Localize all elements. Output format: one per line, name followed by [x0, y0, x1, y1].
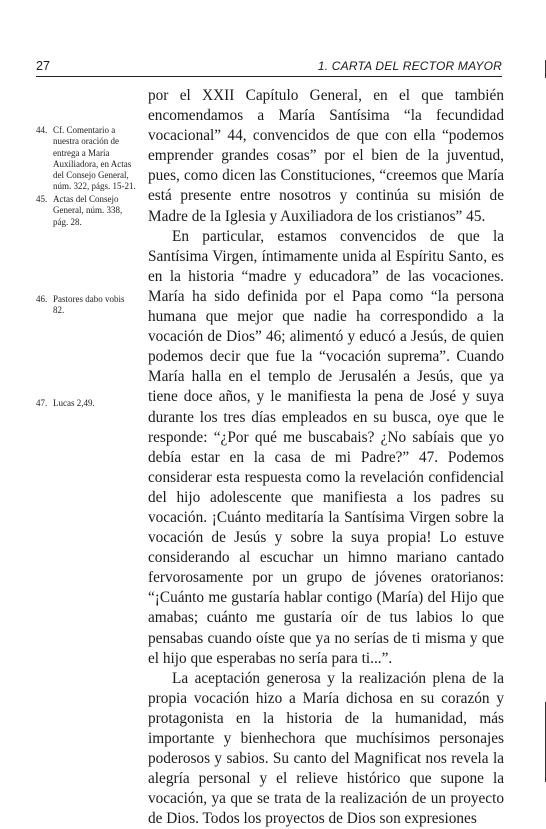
footnote-number: 46. [36, 294, 48, 304]
footnote-number: 44. [36, 125, 48, 135]
footnote-text: Lucas 2,49. [53, 398, 95, 408]
footnote-text: Pastores dabo vobis 82. [53, 294, 125, 316]
header-rule [36, 76, 502, 77]
paragraph: La aceptación generosa y la realización plena de la propia vocación hizo a María dichosa en su corazón y protagonista en la historia de la humanidad, más importante y bienhechora que muchísimos personajes poderosos y sabios. Su canto del Magnificat nos revela la alegría personal y el relieve histórico que supone la vocación, ya que se trata de la realización de un proyecto de Dios. Todos los proyectos de Dios son expresiones [148, 669, 504, 828]
main-text [148, 86, 504, 829]
footnote-46 [36, 294, 136, 317]
paragraph: por el XXII Capítulo General, en el que también encomendamos a María Santísima “la fecundidad vocacional” 44, convencidos de que con ella “podemos emprender grandes cosas” por el bien de la juventud, pues, como dicen las Constituciones, “creemos que María está presente entre nosotros y continúa su misión de Madre de la Iglesia y Auxiliadora de los cristianos” 45. [148, 87, 504, 225]
footnote-number: 45. [36, 194, 48, 204]
footnote-44 [36, 125, 136, 193]
page-number: 27 [36, 59, 50, 73]
footnote-47 [36, 398, 136, 409]
footnote-text: Cf. Comentario a nuestra oración de entrega a María Auxiliadora, en Actas del Consejo General, núm. 322, págs. 15-21. [53, 125, 136, 192]
running-header: 1. CARTA DEL RECTOR MAYOR [317, 59, 502, 73]
paragraph: En particular, estamos convencidos de que la Santísima Virgen, íntimamente unida al Espíritu Santo, es en la historia “madre y educadora” de las vocaciones. María ha sido definida por el Papa como “la persona humana que mejor que nadie ha correspondido a la vocación de Dios” 46; alimentó y educó a Jesús, de quien podemos decir que fue la “vocación suprema”. Cuando María halla en el templo de Jerusalén a Jesús, que ya tiene doce años, y le manifiesta la pena de José y suya durante los tres días empleados en su busca, oye que le responde: “¿Por qué me buscabais? ¿No sabíais que yo debía estar en la casa de mi Padre?” 47. Podemos considerar esta respuesta como la revelación confidencial del hijo adolescente que manifiesta a los padres su vocación. ¡Cuánto meditaría la Santísima Virgen sobre la vocación de Jesús y sobre la suya propia! Lo estuve considerando al escuchar un himno mariano cantado fervorosamente por un grupo de jóvenes oratorianos: “¡Cuánto me gustaría hablar contigo (María) del Hijo que amabas; cuánto me gustaría oír de tus labios lo que pensabas cuando oíste que ya no serías de ti misma y que el hijo que esperabas no sería para ti...”. [148, 227, 504, 667]
footnote-45 [36, 194, 136, 228]
footnote-number: 47. [36, 398, 48, 408]
footnote-text: Actas del Consejo General, núm. 338, pág. 28. [53, 194, 123, 227]
